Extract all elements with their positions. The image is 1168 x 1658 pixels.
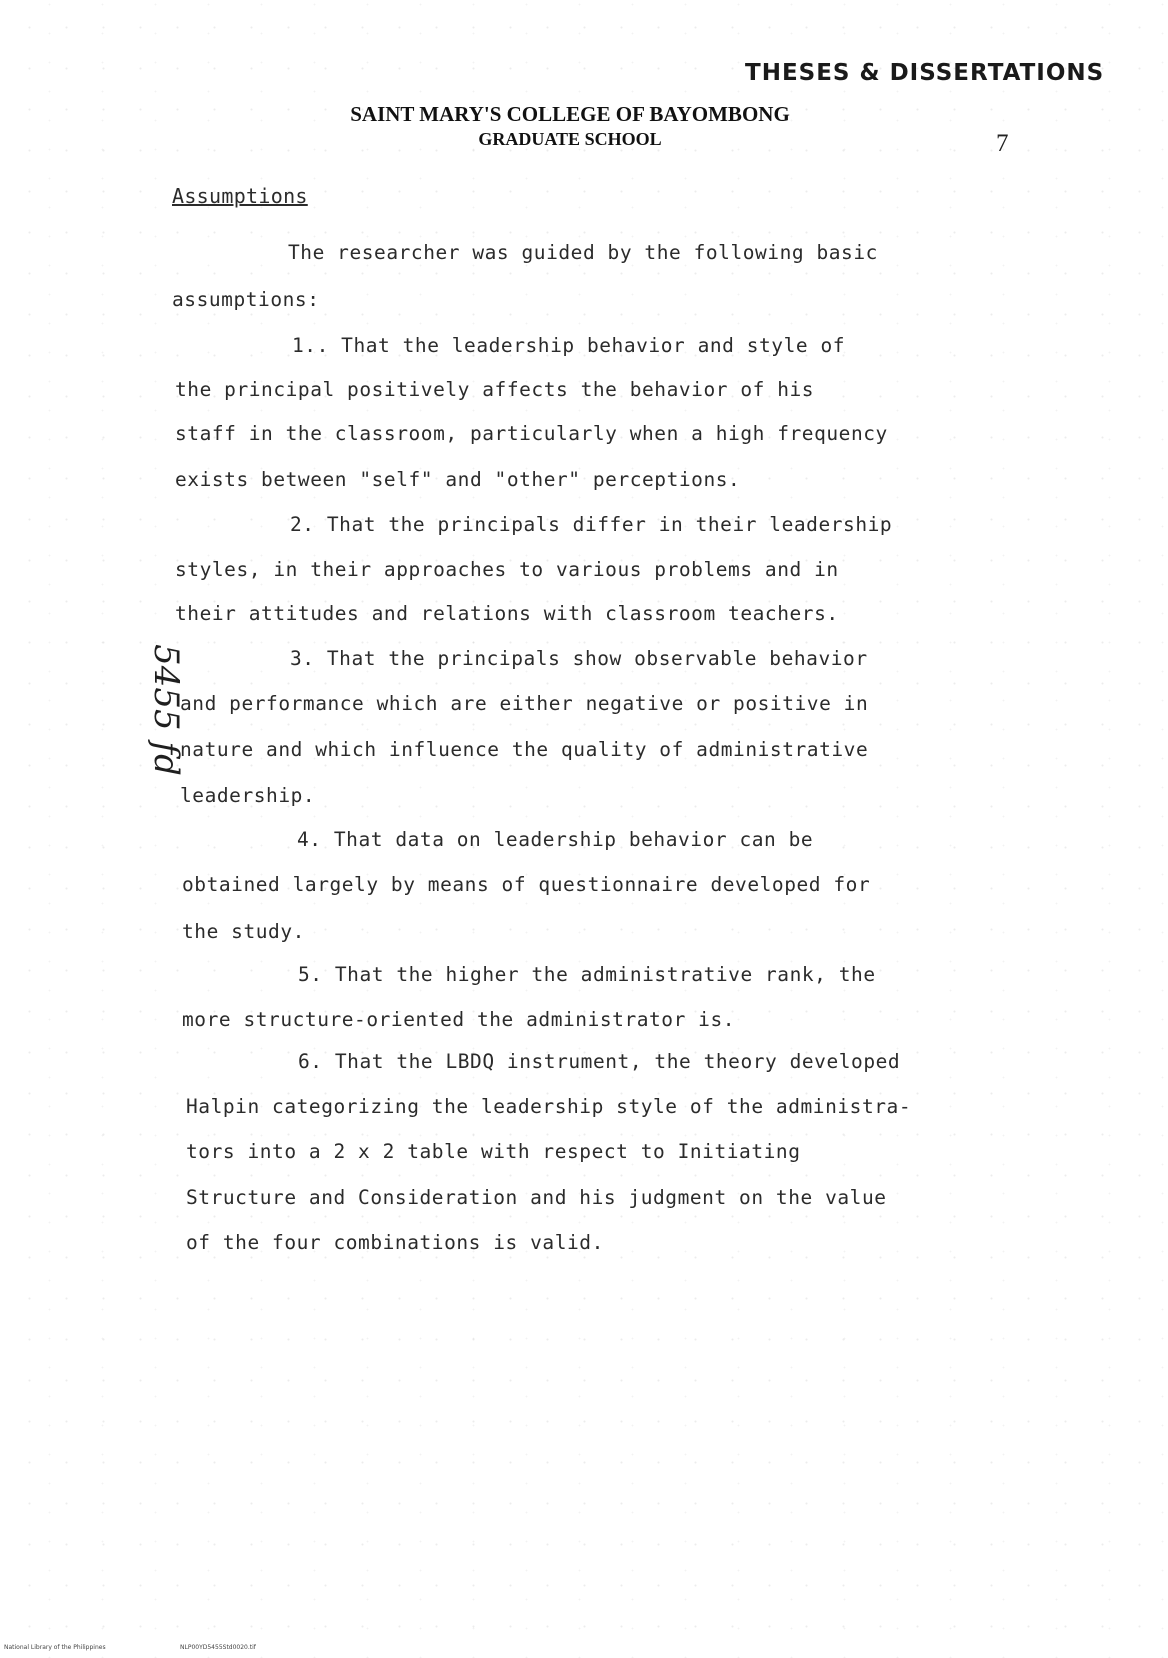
institution-name: SAINT MARY'S COLLEGE OF BAYOMBONG — [350, 102, 790, 126]
section-heading: Assumptions — [172, 184, 308, 208]
body-line: The researcher was guided by the following basic — [288, 241, 878, 264]
body-line: assumptions: — [172, 288, 320, 311]
body-line: Halpin categorizing the leadership style of the administra- — [186, 1095, 912, 1118]
body-line: leadership. — [180, 784, 316, 807]
footer-filename: NLP00YD5455Std0020.tif — [180, 1644, 256, 1651]
page-number: 7 — [996, 130, 1009, 157]
body-line: obtained largely by means of questionnaire developed for — [182, 873, 871, 896]
body-line: the study. — [182, 920, 305, 943]
body-line: more structure-oriented the administrator is. — [182, 1008, 736, 1031]
body-line: the principal positively affects the behavior of his — [175, 378, 815, 401]
body-line: 1.. That the leadership behavior and style of — [292, 334, 846, 357]
body-line: styles, in their approaches to various problems and in — [175, 558, 839, 581]
body-line: 3. That the principals show observable behavior — [290, 647, 868, 670]
footer-library: National Library of the Philippines — [4, 1644, 106, 1651]
body-line: 2. That the principals differ in their leadership — [290, 513, 893, 536]
body-line: exists between "self" and "other" perceptions. — [175, 468, 741, 491]
handwritten-margin-note: 5455 fd — [145, 644, 186, 776]
body-line: nature and which influence the quality of administrative — [180, 738, 869, 761]
body-line: Structure and Consideration and his judgment on the value — [186, 1186, 887, 1209]
body-line: of the four combinations is valid. — [186, 1231, 604, 1254]
body-line: their attitudes and relations with classroom teachers. — [175, 602, 839, 625]
body-line: and performance which are either negative or positive in — [180, 692, 869, 715]
body-line: staff in the classroom, particularly when a high frequency — [175, 422, 888, 445]
body-line: 6. That the LBDQ instrument, the theory developed — [298, 1050, 901, 1073]
theses-stamp: THESES & DISSERTATIONS — [745, 60, 1105, 86]
school-name: GRADUATE SCHOOL — [478, 129, 662, 149]
body-line: 5. That the higher the administrative rank, the — [298, 963, 876, 986]
body-line: tors into a 2 x 2 table with respect to Initiating — [186, 1140, 801, 1163]
body-line: 4. That data on leadership behavior can be — [297, 828, 814, 851]
